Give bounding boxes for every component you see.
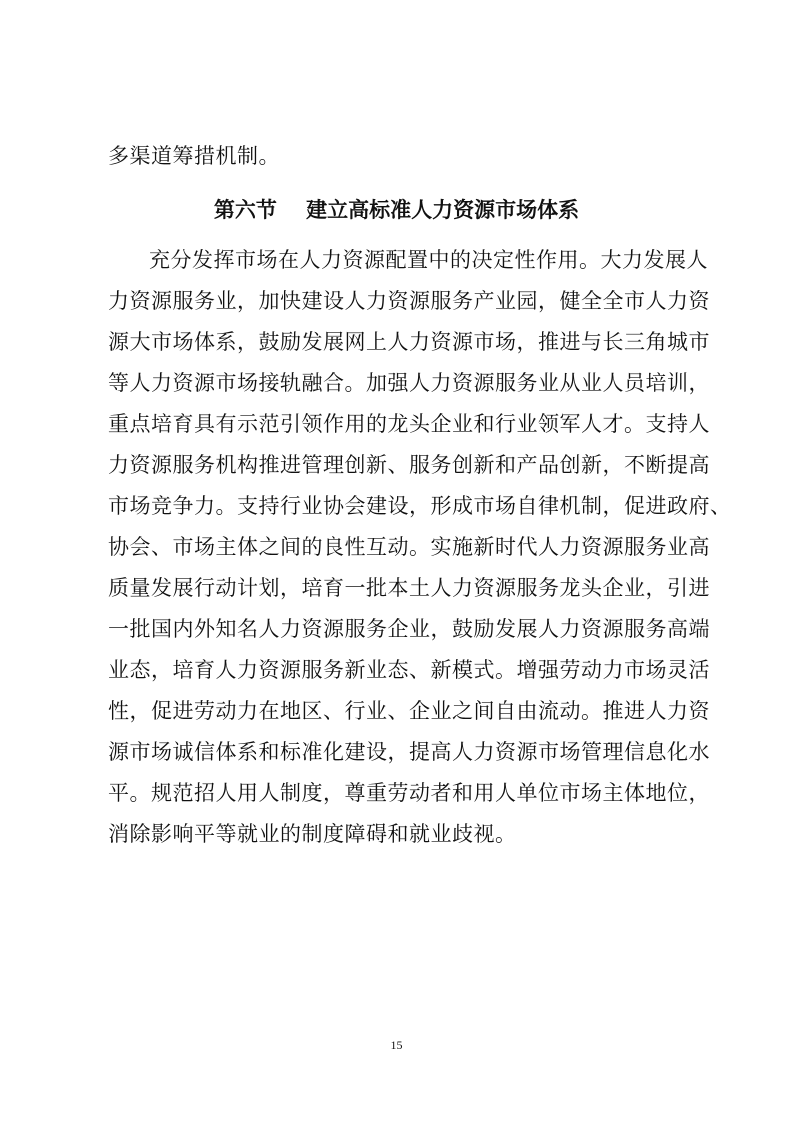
section-heading: 第六节 建立高标准人力资源市场体系	[213, 197, 580, 222]
lead-line: 多渠道筹措机制。	[108, 144, 280, 168]
paragraph-line: 平。规范招人用人制度，尊重劳动者和用人单位市场主体地位，	[108, 781, 710, 805]
paragraph-line: 源市场诚信体系和标准化建设，提高人力资源市场管理信息化水	[108, 740, 710, 764]
paragraph-line: 市场竞争力。支持行业协会建设，形成市场自律机制，促进政府、	[108, 494, 732, 518]
paragraph-line: 力资源服务机构推进管理创新、服务创新和产品创新，不断提高	[108, 453, 710, 477]
paragraph-line: 质量发展行动计划，培育一批本土人力资源服务龙头企业，引进	[108, 576, 710, 600]
paragraph-line: 协会、市场主体之间的良性互动。实施新时代人力资源服务业高	[108, 535, 710, 559]
paragraph-line: 一批国内外知名人力资源服务企业，鼓励发展人力资源服务高端	[108, 617, 710, 641]
paragraph-line: 等人力资源市场接轨融合。加强人力资源服务业从业人员培训，	[108, 371, 710, 395]
paragraph-line: 源大市场体系，鼓励发展网上人力资源市场，推进与长三角城市	[108, 330, 710, 354]
paragraph-line: 重点培育具有示范引领作用的龙头企业和行业领军人才。支持人	[108, 412, 710, 436]
paragraph-line: 业态，培育人力资源服务新业态、新模式。增强劳动力市场灵活	[108, 658, 710, 682]
paragraph-line: 力资源服务业，加快建设人力资源服务产业园，健全全市人力资	[108, 289, 710, 313]
paragraph-line: 消除影响平等就业的制度障碍和就业歧视。	[108, 822, 517, 846]
page-number: 15	[390, 1038, 403, 1052]
paragraph-line: 充分发挥市场在人力资源配置中的决定性作用。大力发展人	[149, 248, 708, 272]
paragraph-line: 性，促进劳动力在地区、行业、企业之间自由流动。推进人力资	[108, 699, 710, 723]
